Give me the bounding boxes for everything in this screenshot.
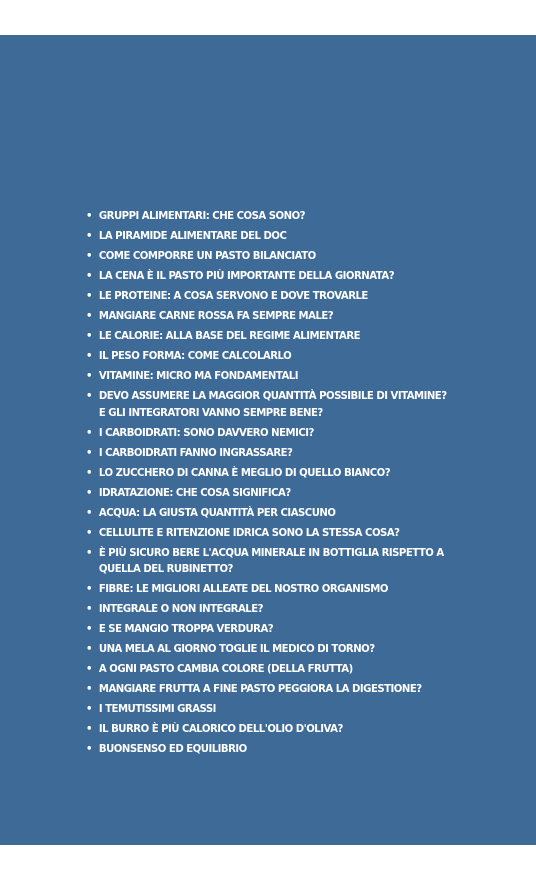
bullet-icon: •: [86, 229, 92, 242]
toc-item-text: I TEMUTISSIMI GRASSI: [98, 702, 216, 715]
bullet-icon: •: [86, 545, 92, 559]
toc-item: [86, 505, 472, 522]
bullet-icon: •: [86, 505, 92, 519]
toc-item: [86, 661, 472, 678]
toc-item-text: MANGIARE FRUTTA A FINE PASTO PEGGIORA LA DIGESTIONE?: [98, 682, 422, 695]
toc-item: [86, 308, 472, 325]
toc-item: [86, 268, 472, 285]
bullet-icon: •: [86, 525, 92, 539]
bullet-icon: •: [86, 465, 92, 479]
toc-item: [86, 465, 472, 482]
bullet-icon: •: [86, 602, 92, 615]
toc-item-text: LA PIRAMIDE ALIMENTARE DEL DOC: [98, 229, 287, 242]
toc-item-text: IL BURRO È PIÙ CALORICO DELL'OLIO D'OLIVA?: [98, 722, 343, 735]
bullet-icon: •: [86, 702, 92, 715]
toc-item-text: INTEGRALE O NON INTEGRALE?: [98, 602, 263, 615]
bullet-icon: •: [86, 309, 92, 322]
bullet-icon: •: [86, 269, 92, 282]
toc-item-text: GRUPPI ALIMENTARI: CHE COSA SONO?: [98, 209, 306, 222]
toc-item-text: UNA MELA AL GIORNO TOGLIE IL MEDICO DI TORNO?: [98, 642, 375, 655]
toc-item-text: LA CENA È IL PASTO PIÙ IMPORTANTE DELLA GIORNATA?: [98, 269, 395, 282]
toc-item-text: VITAMINE: MICRO MA FONDAMENTALI: [98, 369, 298, 382]
bullet-icon: •: [86, 349, 92, 362]
toc-item-text: MANGIARE CARNE ROSSA FA SEMPRE MALE?: [98, 309, 334, 322]
table-of-contents: [86, 208, 506, 761]
toc-item: [86, 681, 472, 698]
bullet-icon: •: [86, 445, 92, 459]
toc-item-text: LO ZUCCHERO DI CANNA È MEGLIO DI QUELLO BIANCO?: [98, 465, 391, 479]
toc-item-text: FIBRE: LE MIGLIORI ALLEATE DEL NOSTRO ORGANISMO: [98, 582, 388, 595]
bullet-icon: •: [86, 582, 92, 595]
toc-item: [86, 288, 472, 305]
toc-item: [86, 368, 472, 385]
toc-item: [86, 328, 472, 345]
bullet-icon: •: [86, 622, 92, 635]
toc-item: [86, 621, 472, 638]
toc-item-text: LE CALORIE: ALLA BASE DEL REGIME ALIMENTARE: [98, 329, 361, 342]
toc-item: [86, 425, 472, 442]
toc-item: [86, 445, 472, 462]
toc-item: [86, 581, 472, 598]
toc-item: [86, 641, 472, 658]
toc-item-text: E SE MANGIO TROPPA VERDURA?: [98, 622, 274, 635]
toc-item-text: LE PROTEINE: A COSA SERVONO E DOVE TROVARLE: [98, 289, 368, 302]
toc-item-text: È PIÙ SICURO BERE L'ACQUA MINERALE IN BOTTIGLIA RISPETTO A QUELLA DEL RUBINETTO?: [98, 545, 444, 575]
bullet-icon: •: [86, 209, 92, 222]
bullet-icon: •: [86, 662, 92, 675]
toc-item: [86, 228, 472, 245]
toc-item-text: I CARBOIDRATI: SONO DAVVERO NEMICI?: [98, 425, 314, 439]
toc-item: [86, 741, 472, 758]
toc-item-text: COME COMPORRE UN PASTO BILANCIATO: [98, 249, 316, 262]
toc-item: [86, 208, 472, 225]
bullet-icon: •: [86, 369, 92, 382]
toc-item: [86, 601, 472, 618]
toc-item: [86, 348, 472, 365]
bullet-icon: •: [86, 289, 92, 302]
toc-item-text: BUONSENSO ED EQUILIBRIO: [98, 742, 247, 755]
toc-item: [86, 485, 472, 502]
back-cover: [0, 35, 536, 845]
toc-item: [86, 388, 472, 421]
toc-item-text: IDRATAZIONE: CHE COSA SIGNIFICA?: [98, 485, 291, 499]
toc-item-text: ACQUA: LA GIUSTA QUANTITÀ PER CIASCUNO: [98, 505, 336, 519]
toc-item-text: A OGNI PASTO CAMBIA COLORE (DELLA FRUTTA): [98, 662, 353, 675]
toc-item-text: DEVO ASSUMERE LA MAGGIOR QUANTITÀ POSSIBILE DI VITAMINE? E GLI INTEGRATORI VANNO SEMPRE BENE?: [98, 389, 447, 419]
toc-item: [86, 248, 472, 265]
bullet-icon: •: [86, 389, 92, 402]
toc-item: [86, 701, 472, 718]
toc-item: [86, 545, 472, 578]
bullet-icon: •: [86, 682, 92, 695]
bullet-icon: •: [86, 642, 92, 655]
toc-item: [86, 525, 472, 542]
bullet-icon: •: [86, 329, 92, 342]
toc-item-text: CELLULITE E RITENZIONE IDRICA SONO LA STESSA COSA?: [98, 525, 400, 539]
bullet-icon: •: [86, 742, 92, 755]
bullet-icon: •: [86, 485, 92, 499]
toc-item-text: I CARBOIDRATI FANNO INGRASSARE?: [98, 445, 293, 459]
bullet-icon: •: [86, 425, 92, 439]
bullet-icon: •: [86, 249, 92, 262]
toc-item: [86, 721, 472, 738]
toc-item-text: IL PESO FORMA: COME CALCOLARLO: [98, 349, 292, 362]
bullet-icon: •: [86, 722, 92, 735]
